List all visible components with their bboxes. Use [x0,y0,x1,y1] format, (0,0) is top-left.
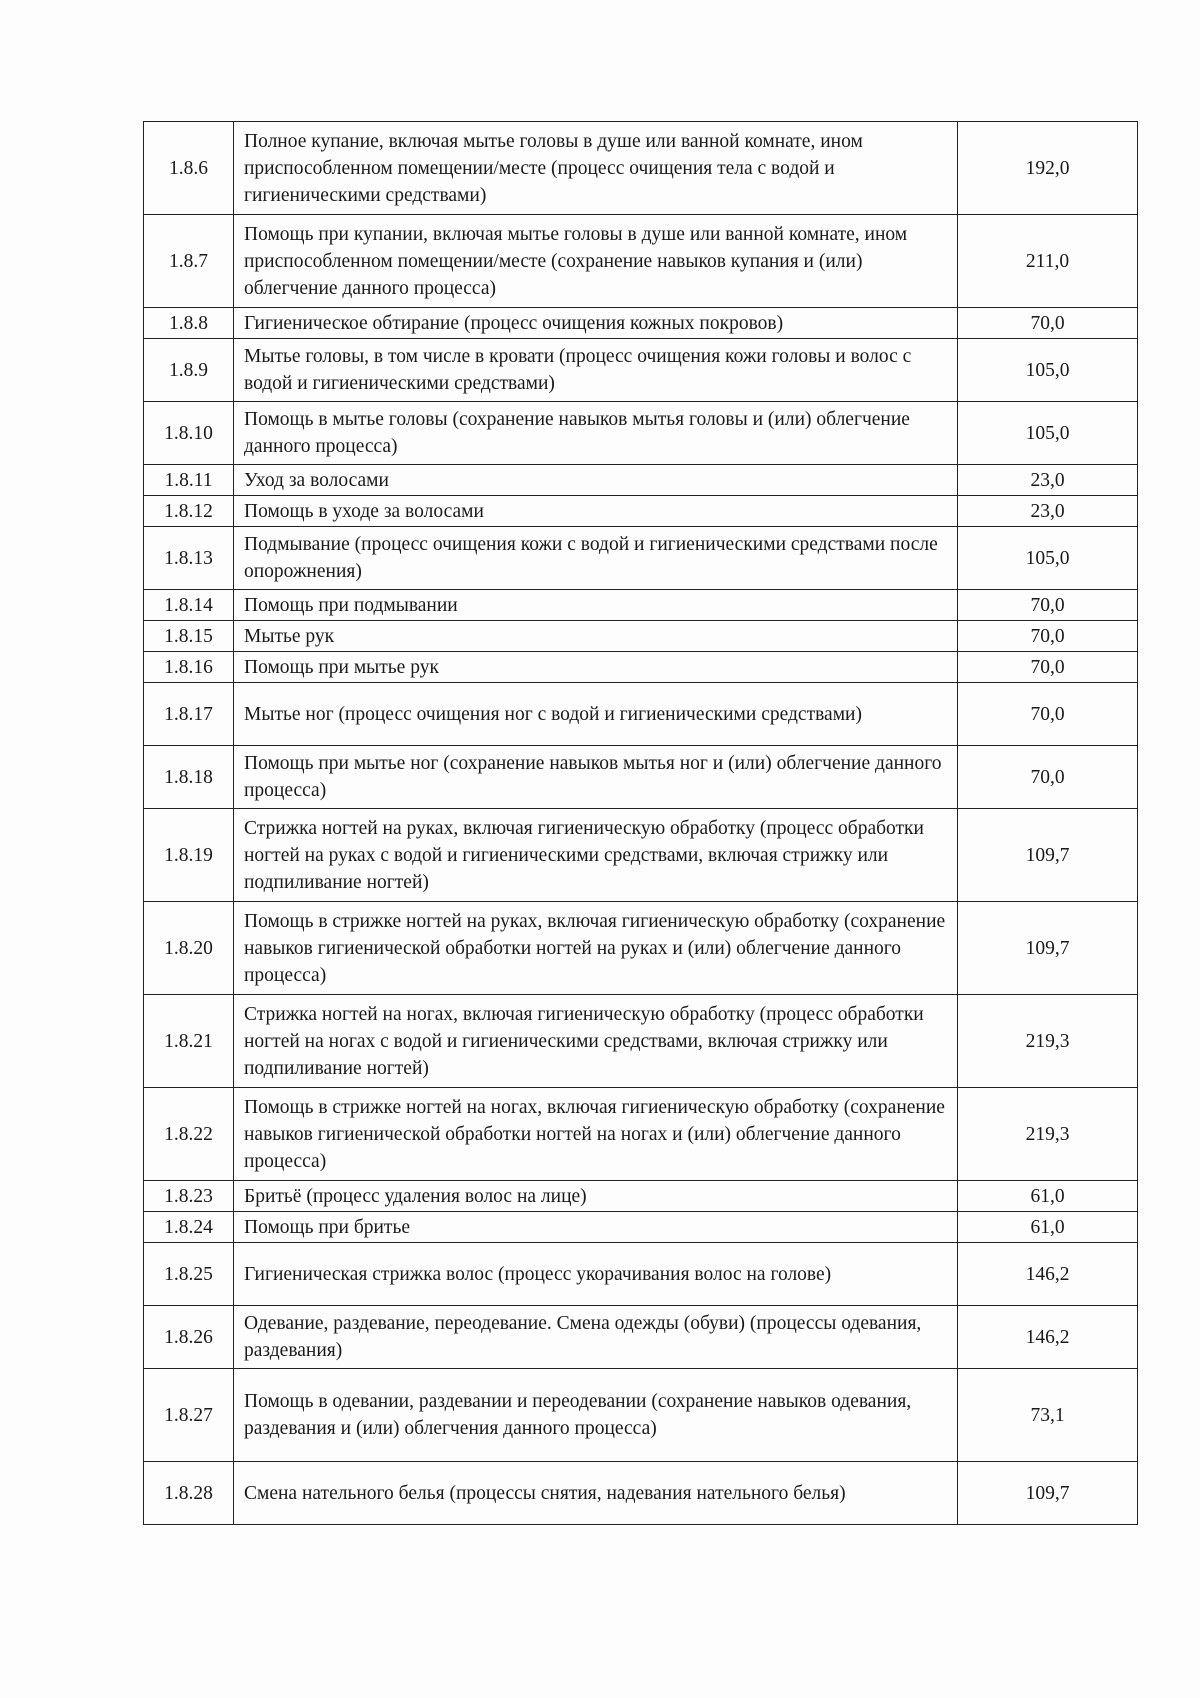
service-code-cell: 1.8.16 [144,652,234,683]
table-row [144,339,1138,402]
service-description-cell: Стрижка ногтей на ногах, включая гигиеническую обработку (процесс обработки ногтей на ногах с водой и гигиеническими средствами, включая стрижку или подпиливание ногтей) [234,995,958,1088]
service-description-cell: Мытье ног (процесс очищения ног с водой и гигиеническими средствами) [234,683,958,746]
service-code-cell: 1.8.13 [144,527,234,590]
service-code-cell: 1.8.24 [144,1212,234,1243]
table-row [144,1243,1138,1306]
service-code-cell: 1.8.22 [144,1088,234,1181]
service-code-cell: 1.8.23 [144,1181,234,1212]
table-row [144,683,1138,746]
service-description-cell: Подмывание (процесс очищения кожи с водой и гигиеническими средствами после опорожнения) [234,527,958,590]
table-row [144,308,1138,339]
service-value-cell: 109,7 [958,902,1138,995]
table-row [144,1088,1138,1181]
table-row [144,590,1138,621]
service-code-cell: 1.8.15 [144,621,234,652]
service-code-cell: 1.8.19 [144,809,234,902]
service-value-cell: 70,0 [958,590,1138,621]
service-value-cell: 146,2 [958,1306,1138,1369]
service-description-cell: Одевание, раздевание, переодевание. Смена одежды (обуви) (процессы одевания, раздевания) [234,1306,958,1369]
service-description-cell: Помощь в стрижке ногтей на руках, включая гигиеническую обработку (сохранение навыков гигиенической обработки ногтей на руках и (или) облегчение данного процесса) [234,902,958,995]
table-body [144,122,1138,1525]
service-description-cell: Помощь в уходе за волосами [234,496,958,527]
service-value-cell: 211,0 [958,215,1138,308]
service-code-cell: 1.8.7 [144,215,234,308]
service-description-cell: Помощь при бритье [234,1212,958,1243]
service-code-cell: 1.8.27 [144,1369,234,1462]
service-code-cell: 1.8.12 [144,496,234,527]
service-value-cell: 70,0 [958,621,1138,652]
service-value-cell: 105,0 [958,402,1138,465]
table-row [144,527,1138,590]
service-value-cell: 105,0 [958,339,1138,402]
service-value-cell: 109,7 [958,1462,1138,1525]
table-row [144,402,1138,465]
service-value-cell: 105,0 [958,527,1138,590]
service-code-cell: 1.8.18 [144,746,234,809]
service-description-cell: Помощь при мытье ног (сохранение навыков мытья ног и (или) облегчение данного процесса) [234,746,958,809]
services-price-table [143,121,1138,1525]
table-row [144,465,1138,496]
table-row [144,215,1138,308]
service-value-cell: 219,3 [958,1088,1138,1181]
service-value-cell: 109,7 [958,809,1138,902]
service-description-cell: Стрижка ногтей на руках, включая гигиеническую обработку (процесс обработки ногтей на руках с водой и гигиеническими средствами, включая стрижку или подпиливание ногтей) [234,809,958,902]
service-value-cell: 73,1 [958,1369,1138,1462]
table-row [144,902,1138,995]
service-value-cell: 70,0 [958,683,1138,746]
service-code-cell: 1.8.17 [144,683,234,746]
service-code-cell: 1.8.20 [144,902,234,995]
table-row [144,809,1138,902]
service-description-cell: Мытье рук [234,621,958,652]
table-row [144,652,1138,683]
table-row [144,995,1138,1088]
service-code-cell: 1.8.28 [144,1462,234,1525]
service-description-cell: Помощь при купании, включая мытье головы в душе или ванной комнате, ином приспособленном помещении/месте (сохранение навыков купания и (или) облегчение данного процесса) [234,215,958,308]
service-code-cell: 1.8.21 [144,995,234,1088]
table-row [144,621,1138,652]
service-value-cell: 146,2 [958,1243,1138,1306]
table-row [144,1212,1138,1243]
service-code-cell: 1.8.11 [144,465,234,496]
service-description-cell: Мытье головы, в том числе в кровати (процесс очищения кожи головы и волос с водой и гигиеническими средствами) [234,339,958,402]
table-row [144,496,1138,527]
service-value-cell: 219,3 [958,995,1138,1088]
service-description-cell: Уход за волосами [234,465,958,496]
service-description-cell: Бритьё (процесс удаления волос на лице) [234,1181,958,1212]
service-code-cell: 1.8.10 [144,402,234,465]
service-description-cell: Гигиеническое обтирание (процесс очищения кожных покровов) [234,308,958,339]
service-value-cell: 61,0 [958,1212,1138,1243]
service-description-cell: Помощь в мытье головы (сохранение навыков мытья головы и (или) облегчение данного процесса) [234,402,958,465]
table-row [144,1462,1138,1525]
service-code-cell: 1.8.6 [144,122,234,215]
service-code-cell: 1.8.26 [144,1306,234,1369]
service-code-cell: 1.8.14 [144,590,234,621]
table-row [144,1181,1138,1212]
service-value-cell: 70,0 [958,308,1138,339]
table-row [144,1306,1138,1369]
service-code-cell: 1.8.8 [144,308,234,339]
service-description-cell: Помощь в одевании, раздевании и переодевании (сохранение навыков одевания, раздевания и (или) облегчения данного процесса) [234,1369,958,1462]
service-description-cell: Помощь при мытье рук [234,652,958,683]
service-value-cell: 70,0 [958,746,1138,809]
service-value-cell: 192,0 [958,122,1138,215]
service-value-cell: 61,0 [958,1181,1138,1212]
service-value-cell: 23,0 [958,465,1138,496]
service-description-cell: Помощь при подмывании [234,590,958,621]
service-code-cell: 1.8.25 [144,1243,234,1306]
service-value-cell: 23,0 [958,496,1138,527]
table-row [144,122,1138,215]
service-code-cell: 1.8.9 [144,339,234,402]
table-row [144,746,1138,809]
service-description-cell: Полное купание, включая мытье головы в душе или ванной комнате, ином приспособленном помещении/месте (процесс очищения тела с водой и гигиеническими средствами) [234,122,958,215]
service-description-cell: Помощь в стрижке ногтей на ногах, включая гигиеническую обработку (сохранение навыков гигиенической обработки ногтей на ногах и (или) облегчение данного процесса) [234,1088,958,1181]
table-row [144,1369,1138,1462]
service-description-cell: Гигиеническая стрижка волос (процесс укорачивания волос на голове) [234,1243,958,1306]
service-description-cell: Смена нательного белья (процессы снятия, надевания нательного белья) [234,1462,958,1525]
service-value-cell: 70,0 [958,652,1138,683]
